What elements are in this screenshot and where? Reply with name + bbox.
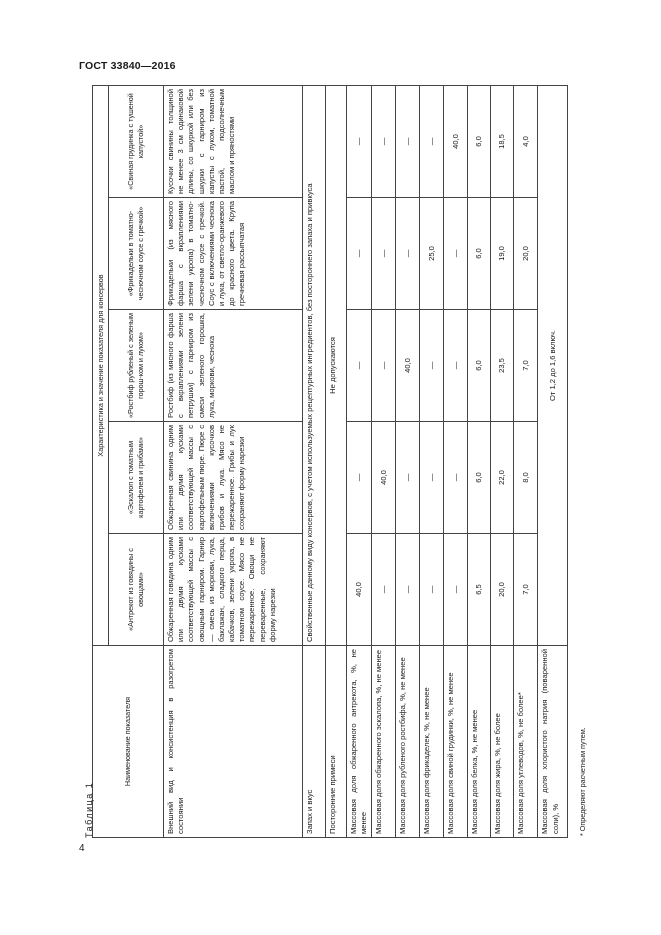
- product-header: «Фрикадельки в томатно-чесночном соусе с гречкой»: [109, 198, 164, 310]
- table-cell: 22,0: [491, 422, 514, 534]
- table-cell: 6,0: [468, 198, 491, 310]
- table-cell: 7,0: [514, 310, 538, 422]
- table-cell: —: [347, 85, 372, 197]
- table-cell: 6,5: [468, 534, 491, 646]
- table-cell: Фрикадельки (из мясного фарша с вкраплениями зелени укропа) в томатно-чесночном соусе с гречкой. Соус с включениями чеснока и лука, от светло-оранжевого до красного цвета. Крупа гречневая рассыпчатая: [164, 198, 303, 310]
- requirements-table: [92, 85, 568, 838]
- table-cell: 6,0: [468, 310, 491, 422]
- table-row: [514, 85, 538, 837]
- table-cell: —: [396, 534, 420, 646]
- table-cell: 4,0: [514, 85, 538, 197]
- table-row: [420, 85, 444, 837]
- table-cell: 6,0: [468, 422, 491, 534]
- table-row: [468, 85, 491, 837]
- table-row: [491, 85, 514, 837]
- row-label: Массовая доля обжаренного антрекота, %, не менее: [347, 646, 372, 838]
- table-cell: —: [444, 198, 468, 310]
- table-cell: Не допускаются: [326, 85, 347, 645]
- table-row: [396, 85, 420, 837]
- row-label: Массовая доля свиной грудинки, %, не менее: [444, 646, 468, 838]
- row-label: Внешний вид и консистенция в разогретом состоянии: [164, 646, 303, 838]
- page-number: 4: [79, 843, 85, 854]
- table-row: [372, 85, 396, 837]
- table-row: [538, 85, 568, 837]
- table-cell: 25,0: [420, 198, 444, 310]
- row-label: Массовая доля фрикаделек, %, не менее: [420, 646, 444, 838]
- table-cell: —: [444, 534, 468, 646]
- rotated-table-area: [84, 86, 604, 838]
- table-header-row: [93, 85, 109, 837]
- row-label: Посторонние примеси: [326, 646, 347, 838]
- table-cell: От 1,2 до 1,6 включ.: [538, 85, 568, 645]
- table-cell: —: [372, 85, 396, 197]
- table-cell: 20,0: [491, 534, 514, 646]
- group-header: Характеристика и значение показателя для консервов: [93, 85, 109, 645]
- row-label: Запах и вкус: [303, 646, 326, 838]
- table-cell: Ростбиф (из мясного фарша с вкраплениями зелени петрушки) с гарниром из смеси зеленого горошка, лука, моркови, чеснока: [164, 310, 303, 422]
- product-header: «Антрекот из говядины с овощами»: [109, 534, 164, 646]
- table-footnote: * Определяют расчетным путем.: [578, 727, 587, 836]
- table-cell: —: [347, 422, 372, 534]
- table-cell: Кусочки свинины толщиной не менее 3 см одинаковой длины, со шкуркой или без шкурки с гарниром из капусты с луком, томатной пастой, подсолнечным маслом и пряностями: [164, 85, 303, 197]
- table-cell: 40,0: [347, 534, 372, 646]
- table-row: [164, 85, 303, 837]
- table-cell: 40,0: [444, 85, 468, 197]
- table-cell: Обжаренная свинина одним или двумя кусками соответствующей массы с картофельным пюре. Пюре с включениями кусочков грибов и лука. Мясо не пережаренное. Грибы и лук сохраняют форму нарезки: [164, 422, 303, 534]
- table-cell: —: [347, 198, 372, 310]
- table-cell: Обжаренная говядина одним или двумя кусками соответствующей массы с овощным гарниром. Гарнир — смесь из моркови, лука, баклажан, сладкого перца, кабачков, зелени укропа, в томатном соусе. Мясо не пережаренное. Овощи не переваренные, сохраняют форму нарезки: [164, 534, 303, 646]
- table-row: [326, 85, 347, 837]
- table-cell: —: [444, 310, 468, 422]
- table-row: [303, 85, 326, 837]
- table-cell: —: [372, 310, 396, 422]
- table-cell: 40,0: [372, 422, 396, 534]
- table-cell: 19,0: [491, 198, 514, 310]
- table-cell: —: [420, 534, 444, 646]
- table-row: [347, 85, 372, 837]
- table-cell: 23,5: [491, 310, 514, 422]
- row-label: Массовая доля углеводов, %, не более*: [514, 646, 538, 838]
- table-cell: —: [420, 422, 444, 534]
- table-caption: Таблица 1: [84, 781, 94, 838]
- table-cell: 40,0: [396, 310, 420, 422]
- table-cell: —: [444, 422, 468, 534]
- table-cell: —: [347, 310, 372, 422]
- table-cell: 18,5: [491, 85, 514, 197]
- table-cell: Свойственные данному виду консервов, с учетом используемых рецептурных ингредиентов, без постороннего запаха и привкуса: [303, 85, 326, 645]
- table-cell: —: [396, 422, 420, 534]
- table-cell: 7,0: [514, 534, 538, 646]
- product-header: «Свиная грудинка с тушеной капустой»: [109, 85, 164, 197]
- table-row: [444, 85, 468, 837]
- product-header: «Эскалоп с томатным картофелем и грибами»: [109, 422, 164, 534]
- table-cell: —: [372, 534, 396, 646]
- row-label: Массовая доля жира, %, не более: [491, 646, 514, 838]
- table-cell: 20,0: [514, 198, 538, 310]
- table-cell: 6,0: [468, 85, 491, 197]
- product-header: «Ростбиф рубленый с зеленым горош-ком и луком»: [109, 310, 164, 422]
- table-cell: —: [420, 85, 444, 197]
- col-header-name: Наименование показателя: [93, 646, 164, 838]
- document-header: ГОСТ 33840—2016: [79, 60, 176, 72]
- table-cell: 8,0: [514, 422, 538, 534]
- row-label: Массовая доля хлористого натрия (поваренной соли), %: [538, 646, 568, 838]
- row-label: Массовая доля обжаренного эскалопа, %, не менее: [372, 646, 396, 838]
- table-cell: —: [372, 198, 396, 310]
- table-cell: —: [420, 310, 444, 422]
- row-label: Массовая доля рубленого ростбифа, %, не менее: [396, 646, 420, 838]
- table-cell: —: [396, 198, 420, 310]
- table-cell: —: [396, 85, 420, 197]
- row-label: Массовая доля белка, %, не менее: [468, 646, 491, 838]
